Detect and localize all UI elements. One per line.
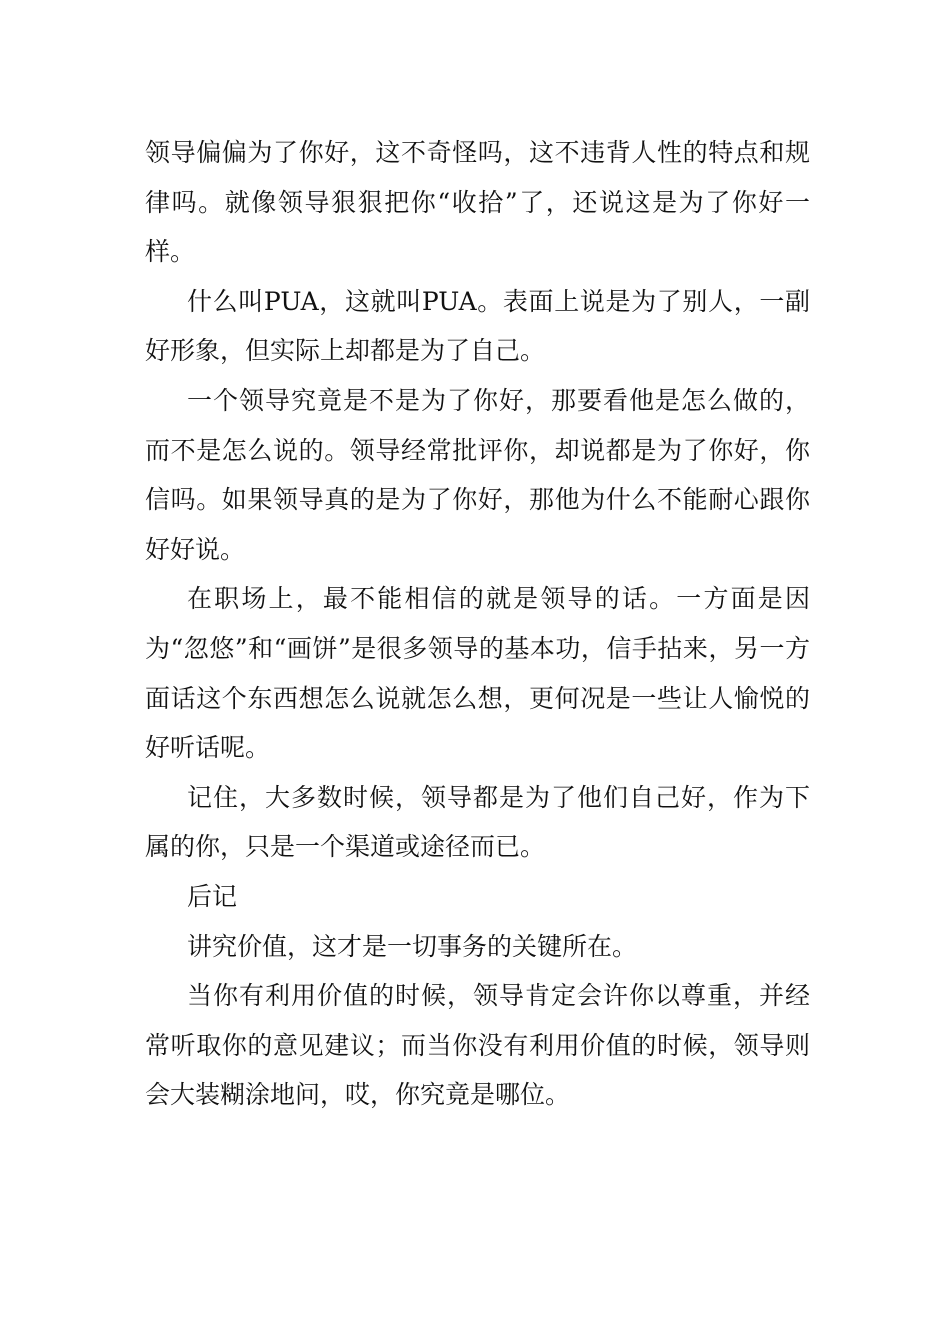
paragraph-7: 当你有利用价值的时候，领导肯定会许你以尊重，并经常听取你的意见建议；而当你没有利用价值的时候，领导则会大装糊涂地问，哎，你究竟是哪位。 — [145, 981, 810, 1110]
section-heading-postscript: 后记 — [187, 881, 238, 911]
paragraph-1: 领导偏偏为了你好，这不奇怪吗，这不违背人性的特点和规律吗。就像领导狠狠把你“收拾”了，还说这是为了你好一样。 — [145, 138, 810, 267]
paragraph-3: 一个领导究竟是不是为了你好，那要看他是怎么做的，而不是怎么说的。领导经常批评你，却说都是为了你好，你信吗。如果领导真的是为了你好，那他为什么不能耐心跟你好好说。 — [145, 385, 810, 564]
paragraph-6: 讲究价值，这才是一切事务的关键所在。 — [187, 931, 638, 961]
paragraph-4: 在职场上，最不能相信的就是领导的话。一方面是因为“忽悠”和“画饼”是很多领导的基本功，信手拈来，另一方面话这个东西想怎么说就怎么想，更何况是一些让人愉悦的好听话呢。 — [145, 584, 810, 763]
document-body — [145, 128, 810, 1120]
paragraph-2: 什么叫PUA，这就叫PUA。表面上说是为了别人，一副好形象，但实际上却都是为了自己。 — [145, 286, 810, 366]
paragraph-5: 记住，大多数时候，领导都是为了他们自己好，作为下属的你，只是一个渠道或途径而已。 — [145, 782, 810, 862]
